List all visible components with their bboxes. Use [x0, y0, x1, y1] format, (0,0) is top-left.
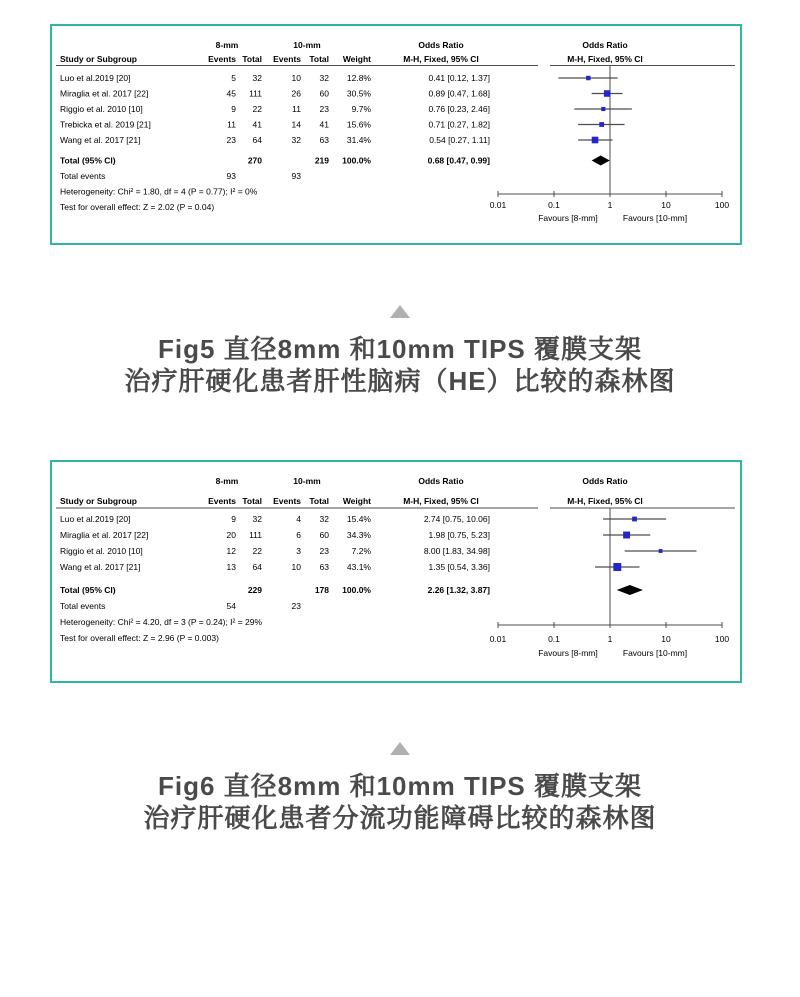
x-axis-tick-label: 0.1 [548, 200, 560, 210]
fig5-caption [0, 305, 800, 397]
study-label: Trebicka et al. 2019 [21] [60, 119, 151, 130]
total-weight: 100.0% [342, 155, 371, 166]
x-axis-tick-label: 100 [714, 634, 730, 644]
total-8mm-value: 41 [252, 119, 262, 130]
study-label: Miraglia et al. 2017 [22] [60, 530, 149, 540]
total-odds-ratio-ci: 2.26 [1.32, 3.87] [427, 585, 490, 595]
total-8mm-value: 64 [252, 135, 262, 145]
or-square-marker [586, 76, 590, 80]
heterogeneity-text: Heterogeneity: Chi² = 1.80, df = 4 (P = 0.77); I² = 0% [60, 186, 258, 197]
column-header-events-2: Events [273, 496, 301, 506]
events-10mm-value: 3 [296, 546, 301, 556]
column-header-events-1: Events [208, 54, 236, 64]
study-label: Luo et al.2019 [20] [60, 514, 131, 524]
study-label: Luo et al.2019 [20] [60, 73, 131, 83]
column-header-total-1: Total [242, 496, 262, 506]
study-label: Riggio et al. 2010 [10] [60, 104, 143, 114]
odds-ratio-ci-value: 0.89 [0.47, 1.68] [428, 88, 490, 99]
total-odds-ratio-ci: 0.68 [0.47, 0.99] [427, 155, 490, 166]
up-triangle-icon [390, 742, 410, 755]
weight-value: 31.4% [346, 135, 371, 145]
total-8mm-value: 32 [252, 514, 262, 524]
or-square-marker [659, 549, 663, 553]
odds-ratio-ci-value: 0.71 [0.27, 1.82] [428, 119, 490, 130]
column-header-method-text: M-H, Fixed, 95% CI [403, 496, 479, 506]
group-header-10mm: 10-mm [293, 476, 321, 486]
x-axis-tick-label: 10 [661, 200, 671, 210]
column-header-study: Study or Subgroup [60, 54, 137, 64]
total-10mm-value: 23 [319, 104, 329, 114]
total-events-label: Total events [60, 171, 106, 181]
favours-right-label: Favours [10-mm] [622, 648, 688, 658]
fig6-caption [0, 742, 800, 834]
fig5-caption-line1: Fig5 直径8mm 和10mm TIPS 覆膜支架 [158, 334, 642, 364]
weight-value: 43.1% [346, 562, 371, 572]
or-square-marker [632, 517, 637, 522]
events-8mm-value: 5 [231, 73, 236, 83]
total-10mm-value: 23 [319, 546, 329, 556]
x-axis-tick-label: 100 [714, 200, 730, 210]
pooled-diamond [617, 585, 643, 595]
events-10mm-value: 10 [291, 73, 301, 83]
column-header-study: Study or Subgroup [60, 496, 137, 506]
total-10mm-sum: 178 [314, 585, 329, 595]
overall-effect-text: Test for overall effect: Z = 2.02 (P = 0.04) [60, 202, 215, 212]
fig6-caption-line2: 治疗肝硬化患者分流功能障碍比较的森林图 [143, 803, 657, 833]
total-weight: 100.0% [342, 585, 371, 595]
events-8mm-value: 20 [226, 530, 236, 540]
odds-ratio-ci-value: 1.98 [0.75, 5.23] [428, 530, 490, 540]
odds-ratio-ci-value: 0.41 [0.12, 1.37] [428, 73, 490, 83]
events-8mm-value: 23 [226, 135, 236, 145]
events-10mm-value: 4 [296, 514, 301, 524]
forest-plot-fig6-svg [52, 462, 740, 681]
total-8mm-value: 111 [249, 530, 262, 540]
pooled-diamond [592, 156, 610, 166]
x-axis-tick-label: 1 [607, 634, 613, 644]
study-label: Wang et al. 2017 [21] [60, 562, 141, 572]
total-events-row [60, 601, 301, 611]
favours-right-label: Favours [10-mm] [622, 213, 688, 223]
total-label: Total (95% CI) [60, 155, 116, 166]
events-8mm-value: 12 [226, 546, 236, 556]
total-row [60, 585, 643, 595]
x-axis-tick-label: 1 [607, 200, 613, 210]
column-header-total-1: Total [242, 54, 262, 64]
odds-ratio-ci-value: 0.76 [0.23, 2.46] [428, 104, 490, 114]
events-10mm-value: 6 [296, 530, 301, 540]
heterogeneity-text: Heterogeneity: Chi² = 4.20, df = 3 (P = 0.24); I² = 29% [60, 617, 263, 627]
odds-ratio-plot-header: Odds Ratio [582, 476, 628, 486]
total-events-10mm: 23 [291, 601, 301, 611]
or-square-marker [599, 122, 604, 127]
total-10mm-value: 63 [319, 135, 329, 145]
column-header-events-1: Events [208, 496, 236, 506]
study-row [60, 546, 696, 556]
or-square-marker [592, 137, 599, 144]
events-10mm-value: 10 [291, 562, 301, 572]
weight-value: 12.8% [346, 73, 371, 83]
or-square-marker [623, 532, 630, 539]
total-8mm-value: 22 [252, 104, 262, 114]
column-header-method-plot: M-H, Fixed, 95% CI [567, 496, 643, 506]
up-triangle-icon [390, 305, 410, 318]
x-axis-tick-label: 0.01 [489, 634, 507, 644]
study-label: Riggio et al. 2010 [10] [60, 546, 143, 556]
events-8mm-value: 13 [226, 562, 236, 572]
total-label: Total (95% CI) [60, 585, 116, 595]
weight-value: 34.3% [346, 530, 371, 540]
total-8mm-value: 22 [252, 546, 262, 556]
or-square-marker [601, 107, 605, 111]
column-header-weight: Weight [342, 496, 371, 506]
total-8mm-sum: 270 [247, 155, 262, 166]
total-10mm-value: 60 [319, 530, 329, 540]
study-row [60, 562, 639, 572]
group-header-8mm: 8-mm [215, 40, 239, 50]
weight-value: 7.2% [351, 546, 371, 556]
weight-value: 30.5% [346, 88, 371, 99]
group-header-8mm: 8-mm [215, 476, 239, 486]
total-events-row [60, 171, 301, 181]
or-square-marker [613, 563, 621, 571]
favours-left-label: Favours [8-mm] [538, 213, 598, 223]
study-label: Miraglia et al. 2017 [22] [60, 88, 149, 99]
group-header-10mm: 10-mm [293, 40, 321, 50]
weight-value: 15.6% [346, 119, 371, 130]
forest-plot-fig5-box [50, 24, 742, 245]
total-row [60, 156, 610, 166]
study-row [60, 120, 625, 130]
odds-ratio-text-header: Odds Ratio [418, 40, 464, 50]
study-row [60, 89, 623, 99]
column-header-weight: Weight [342, 54, 371, 64]
events-8mm-value: 9 [231, 514, 236, 524]
total-10mm-value: 32 [319, 73, 329, 83]
total-10mm-value: 60 [319, 88, 329, 99]
odds-ratio-ci-value: 1.35 [0.54, 3.36] [428, 562, 490, 572]
study-row [60, 530, 650, 540]
total-8mm-sum: 229 [247, 585, 262, 595]
x-axis-tick-label: 0.1 [548, 634, 560, 644]
fig5-caption-line2: 治疗肝硬化患者肝性脑病（HE）比较的森林图 [124, 366, 676, 396]
column-header-events-2: Events [273, 54, 301, 64]
odds-ratio-ci-value: 8.00 [1.83, 34.98] [423, 546, 490, 556]
events-10mm-value: 11 [292, 104, 301, 114]
total-8mm-value: 111 [249, 88, 262, 99]
column-header-method-plot: M-H, Fixed, 95% CI [567, 54, 643, 64]
x-axis-tick-label: 0.01 [489, 200, 507, 210]
or-square-marker [604, 90, 611, 97]
events-8mm-value: 9 [231, 104, 236, 114]
x-axis-tick-label: 10 [661, 634, 671, 644]
forest-plot-fig6-box [50, 460, 742, 683]
study-row [60, 514, 666, 524]
odds-ratio-text-header: Odds Ratio [418, 476, 464, 486]
odds-ratio-ci-value: 2.74 [0.75, 10.06] [423, 514, 490, 524]
events-8mm-value: 11 [227, 119, 236, 130]
events-8mm-value: 45 [226, 88, 236, 99]
total-events-8mm: 93 [226, 171, 236, 181]
total-events-8mm: 54 [226, 601, 236, 611]
events-10mm-value: 32 [291, 135, 301, 145]
total-10mm-value: 32 [319, 514, 329, 524]
study-row [60, 104, 632, 114]
favours-left-label: Favours [8-mm] [538, 648, 598, 658]
column-header-total-2: Total [309, 496, 329, 506]
fig6-caption-line1: Fig6 直径8mm 和10mm TIPS 覆膜支架 [158, 771, 642, 801]
events-10mm-value: 26 [291, 88, 301, 99]
total-10mm-sum: 219 [314, 155, 329, 166]
total-8mm-value: 32 [252, 73, 262, 83]
forest-plot-fig5-svg [52, 26, 740, 243]
study-row [60, 135, 613, 145]
weight-value: 15.4% [346, 514, 371, 524]
total-10mm-value: 63 [319, 562, 329, 572]
study-row [60, 73, 618, 83]
total-events-10mm: 93 [291, 171, 301, 181]
total-8mm-value: 64 [252, 562, 262, 572]
column-header-method-text: M-H, Fixed, 95% CI [403, 54, 479, 64]
odds-ratio-plot-header: Odds Ratio [582, 40, 628, 50]
total-events-label: Total events [60, 601, 106, 611]
overall-effect-text: Test for overall effect: Z = 2.96 (P = 0.003) [60, 633, 219, 643]
column-header-total-2: Total [309, 54, 329, 64]
odds-ratio-ci-value: 0.54 [0.27, 1.11] [429, 135, 490, 145]
total-10mm-value: 41 [319, 119, 329, 130]
weight-value: 9.7% [351, 104, 371, 114]
events-10mm-value: 14 [291, 119, 301, 130]
study-label: Wang et al. 2017 [21] [60, 135, 141, 145]
